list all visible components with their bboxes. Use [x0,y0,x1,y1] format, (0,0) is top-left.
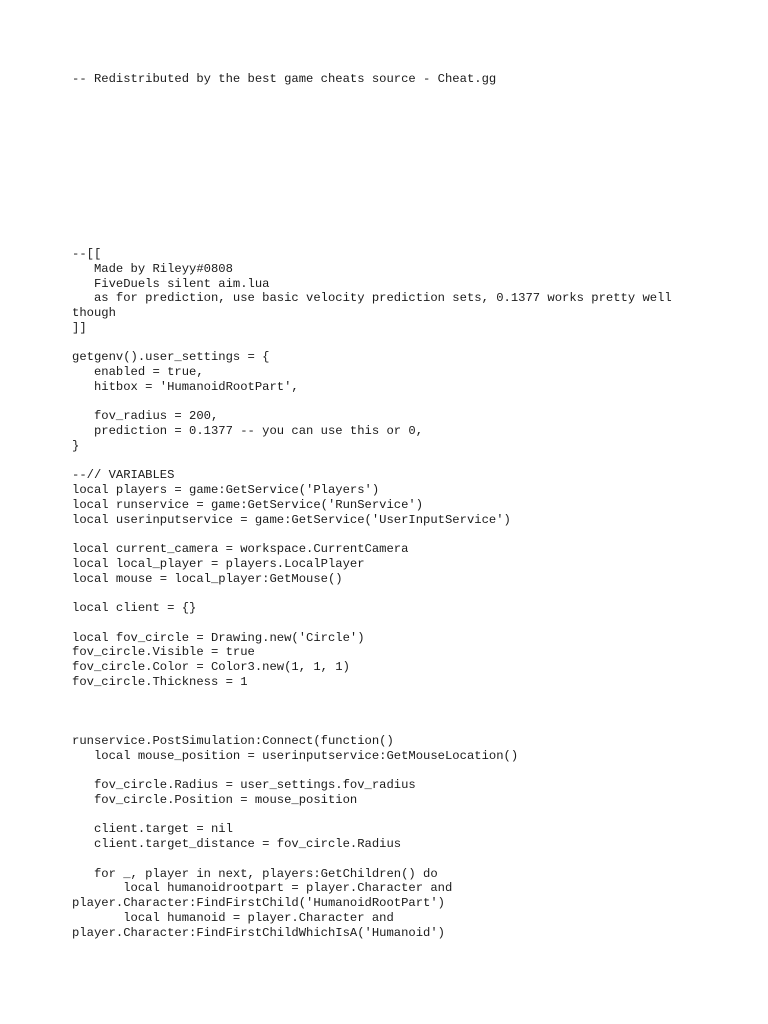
code-line: for _, player in next, players:GetChildren() do [72,866,438,881]
code-line: local mouse_position = userinputservice:GetMouseLocation() [72,748,519,763]
code-line: though [72,306,116,320]
code-line: local humanoid = player.Character and [72,910,394,925]
code-line: local runservice = game:GetService('RunService') [72,497,424,512]
code-line: as for prediction, use basic velocity prediction sets, 0.1377 works pretty well [72,291,672,306]
header-comment: -- Redistributed by the best game cheats source - Cheat.gg [72,72,497,86]
code-line: client.target = nil [72,822,233,837]
code-line: fov_circle.Position = mouse_position [72,792,358,807]
code-line: local current_camera = workspace.CurrentCamera [72,542,409,556]
code-line: fov_circle.Thickness = 1 [72,674,248,689]
code-line: ]] [72,320,87,335]
code-line: Made by Rileyy#0808 [72,261,233,276]
code-line: hitbox = 'HumanoidRootPart', [72,379,299,394]
code-line: FiveDuels silent aim.lua [72,276,270,291]
code-line: local mouse = local_player:GetMouse() [72,571,343,586]
code-line: local local_player = players.LocalPlayer [72,556,365,571]
code-line: local fov_circle = Drawing.new('Circle') [72,630,365,645]
code-line: runservice.PostSimulation:Connect(function() [72,733,394,748]
code-line: client.target_distance = fov_circle.Radius [72,837,402,851]
code-line: fov_circle.Visible = true [72,645,255,660]
code-line: --// VARIABLES [72,468,175,483]
code-line: player.Character:FindFirstChildWhichIsA('Humanoid') [72,925,445,940]
code-line: fov_radius = 200, [72,409,219,424]
code-line: fov_circle.Radius = user_settings.fov_radius [72,778,416,792]
code-line: --[[ [72,247,102,261]
code-line: enabled = true, [72,365,204,379]
code-line: player.Character:FindFirstChild('HumanoidRootPart') [72,896,445,910]
code-line: getgenv().user_settings = { [72,350,270,365]
code-line: prediction = 0.1377 -- you can use this or 0, [72,424,424,438]
code-line: local humanoidrootpart = player.Character and [72,881,453,896]
code-line: local userinputservice = game:GetService('UserInputService') [72,512,511,527]
code-line: local client = {} [72,601,197,615]
code-line: } [72,438,80,453]
code-line: local players = game:GetService('Players') [72,483,380,497]
code-line: fov_circle.Color = Color3.new(1, 1, 1) [72,660,350,674]
